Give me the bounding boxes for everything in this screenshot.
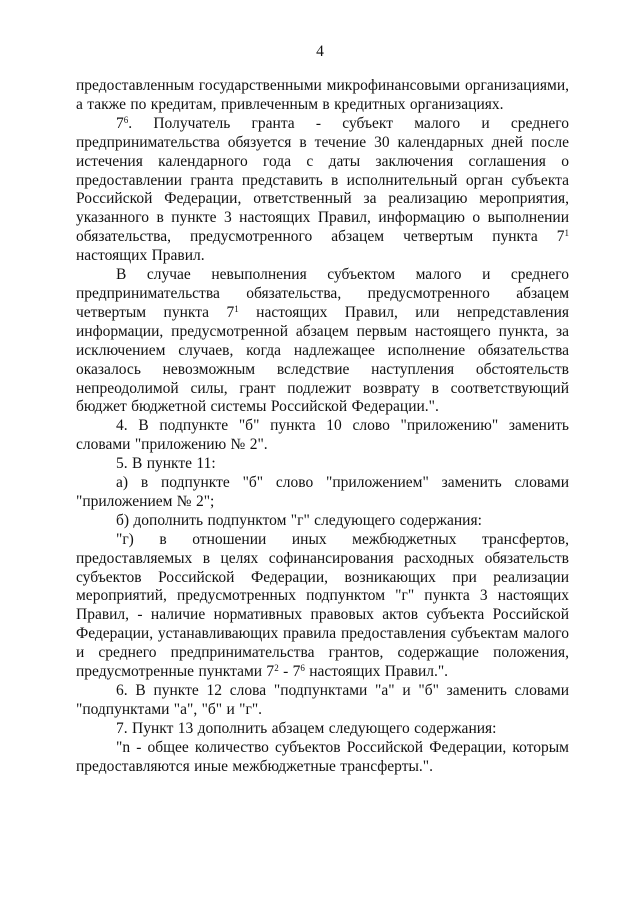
paragraph-p0 <box>76 77 569 115</box>
paragraph-p5 <box>76 474 569 512</box>
text-run: "г) в отношении иных межбюджетных трансфертов, предоставляемых в целях софинансирования расходных обязательств субъектов Российской Федерации, возникающих при реализации мероприятий, предусмотренных подпунктом "г" пункта 3 настоящих Правил, - наличие нормативных правовых актов субъекта Российской Федерации, устанавливающих правила предоставления субъектам малого и среднего предпринимательства грантов, содержащие положения, предусмотренные пунктами 7 <box>76 530 569 681</box>
text-run: настоящих Правил.". <box>304 663 449 681</box>
paragraph-p4 <box>76 455 569 474</box>
text-run: 7 <box>116 114 124 132</box>
paragraph-p2 <box>76 266 569 417</box>
paragraph-p7 <box>76 531 569 682</box>
text-run: 4. В подпункте "б" пункта 10 слово "приложению" заменить словами "приложению № 2". <box>76 417 569 454</box>
page-number: 4 <box>316 43 324 60</box>
paragraph-p6 <box>76 512 569 531</box>
text-run: 7. Пункт 13 дополнить абзацем следующего содержания: <box>116 719 497 737</box>
text-run: настоящих Правил. <box>76 247 205 265</box>
paragraph-p10 <box>76 739 569 777</box>
superscript: 2 <box>274 663 279 674</box>
document-body <box>76 77 569 777</box>
text-run: 6. В пункте 12 слова "подпунктами "а" и "б" заменить словами "подпунктами "а", "б" и "г". <box>76 682 569 718</box>
text-run: В случае невыполнения субъектом малого и среднего предпринимательства обязательства, предусмотренного абзацем четвертым пункта 7 <box>76 266 569 321</box>
text-run: настоящих Правил, или непредставления информации, предусмотренной абзацем первым настоящего пункта, за исключением случаев, когда надлежащее исполнение обязательства оказалось невозможным вследствие наступления обстоятельств непреодолимой силы, грант подлежит возврату в соответствующий бюджет бюджетной системы Российской Федерации.". <box>76 303 569 416</box>
paragraph-p9 <box>76 720 569 739</box>
text-run: а) в подпункте "б" слово "приложением" заменить словами "приложением № 2"; <box>76 474 569 510</box>
paragraph-p1 <box>76 115 569 266</box>
superscript: 1 <box>564 228 569 239</box>
text-run: предоставленным государственными микрофинансовыми организациями, а также по кредитам, привлеченным в кредитных организациях. <box>76 77 569 113</box>
superscript: 1 <box>234 303 239 314</box>
superscript: 6 <box>123 114 129 125</box>
text-run: "n - общее количество субъектов Российской Федерации, которым предоставляются иные межбюджетные трансферты.". <box>76 738 569 775</box>
paragraph-p3 <box>76 417 569 455</box>
text-run: - 7 <box>278 663 301 681</box>
text-run: 5. В пункте 11: <box>116 455 216 473</box>
text-run: б) дополнить подпунктом "г" следующего содержания: <box>116 511 482 529</box>
text-run: . Получатель гранта - субъект малого и среднего предпринимательства обязуется в течение 30 календарных дней после истечения календарного года с даты заключения соглашения о предоставлении гранта представить в исполнительный орган субъекта Российской Федерации, ответственный за реализацию мероприятия, указанного в пункте 3 настоящих Правил, информацию о выполнении обязательства, предусмотренного абзацем четвертым пункта 7 <box>76 114 569 246</box>
superscript: 6 <box>300 663 305 674</box>
paragraph-p8 <box>76 682 569 720</box>
